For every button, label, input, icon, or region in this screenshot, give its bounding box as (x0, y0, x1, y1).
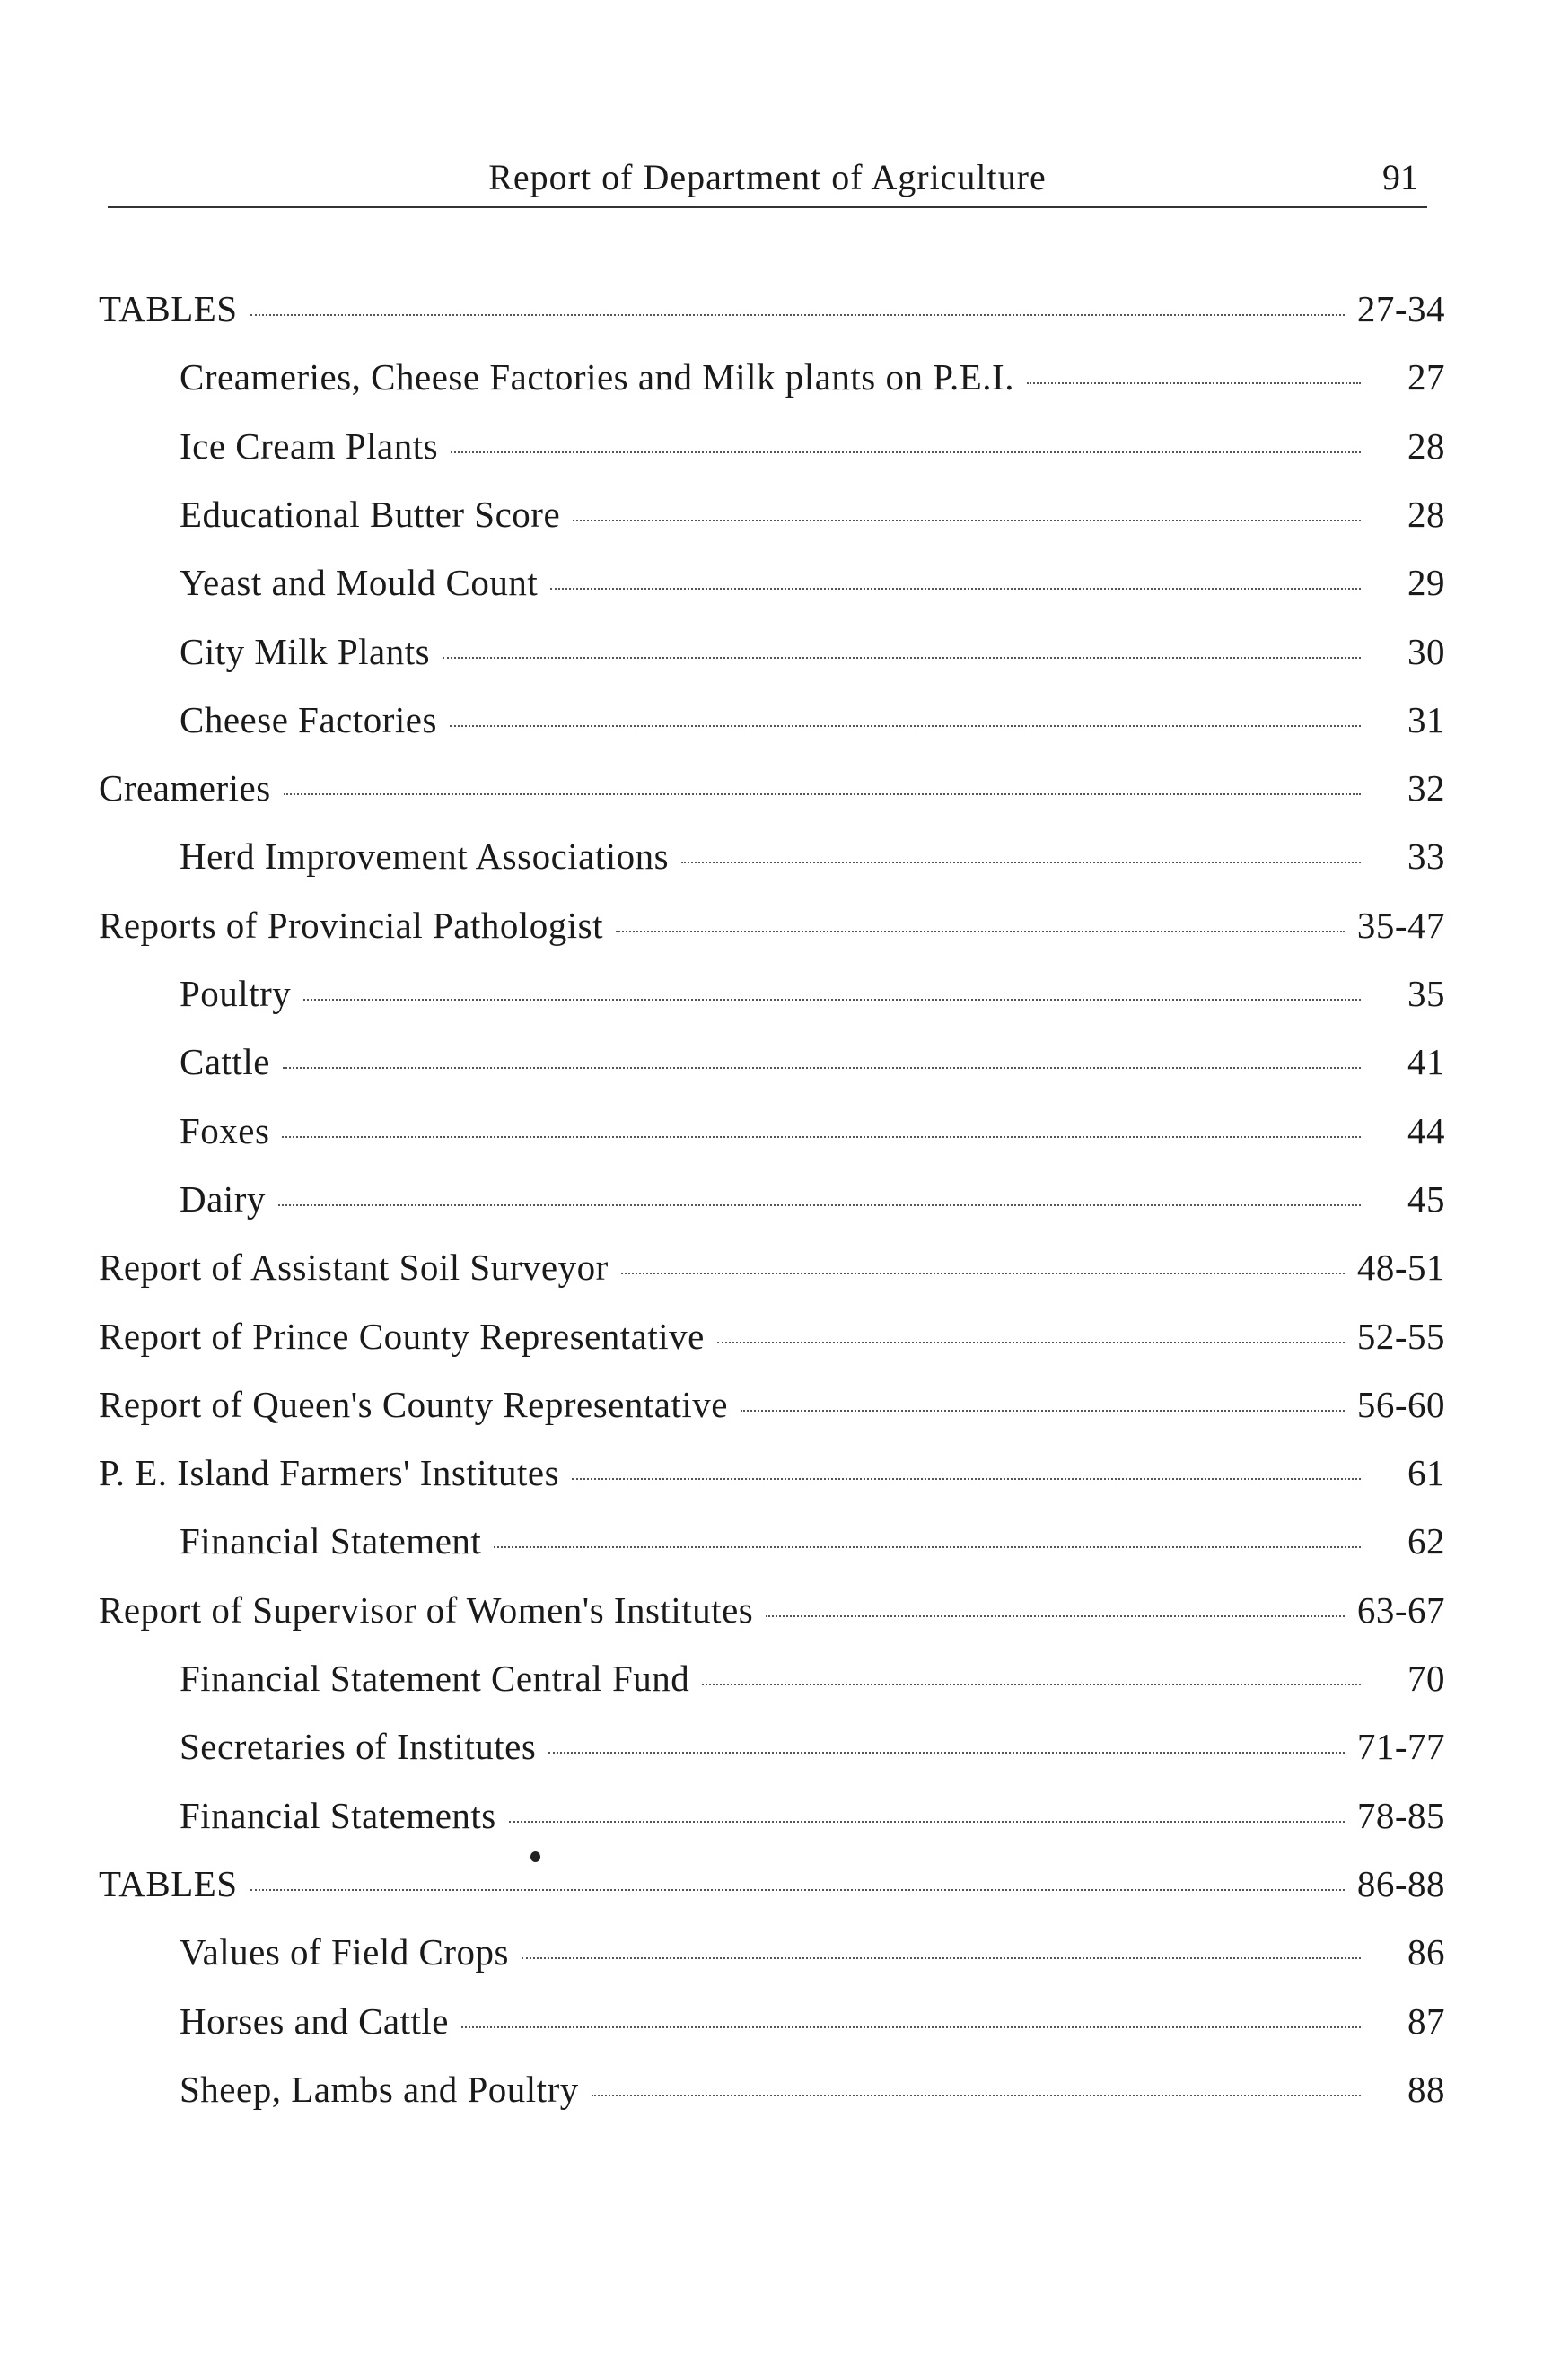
running-head (108, 153, 1427, 208)
dot-leader (702, 1684, 1361, 1685)
dot-leader (717, 1342, 1345, 1343)
toc-entry-page: 71-77 (1356, 1726, 1445, 1768)
toc-entry-page: 87 (1407, 1999, 1445, 2042)
toc-entry (99, 1451, 1445, 1505)
toc-entry-label: Creameries, Cheese Factories and Milk plants on P.E.I. (180, 356, 1014, 398)
toc-entry-page: 35 (1407, 973, 1445, 1014)
toc-entry (99, 1862, 1445, 1916)
toc-entry (99, 1315, 1445, 1369)
dot-leader (741, 1410, 1345, 1412)
toc-entry (180, 1999, 1445, 2053)
toc-entry-label: TABLES (99, 1862, 238, 1904)
toc-entry-page: 44 (1407, 1109, 1445, 1151)
dot-leader (284, 793, 1361, 795)
toc-entry-page: 61 (1407, 1452, 1445, 1494)
dot-leader (572, 1478, 1361, 1480)
toc-entry-page: 28 (1407, 424, 1445, 467)
dot-leader (522, 1957, 1361, 1959)
toc-entry-page: 45 (1407, 1177, 1445, 1220)
toc-entry (99, 904, 1445, 958)
print-speck (530, 1851, 540, 1862)
dot-leader (766, 1615, 1345, 1617)
toc-entry-page: 31 (1407, 698, 1445, 740)
dot-leader (592, 2095, 1361, 2096)
dot-leader (283, 1067, 1361, 1069)
toc-entry-page: 63-67 (1356, 1588, 1445, 1631)
toc-entry (180, 630, 1445, 684)
toc-entry-label: Report of Assistant Soil Surveyor (99, 1247, 609, 1289)
toc-entry (180, 972, 1445, 1026)
dot-leader (681, 862, 1361, 863)
toc-entry-label: Educational Butter Score (180, 493, 561, 535)
toc-entry (180, 1040, 1445, 1094)
toc-entry (180, 355, 1445, 409)
toc-entry (180, 1794, 1445, 1848)
toc-entry (99, 287, 1445, 341)
toc-entry-page: 30 (1407, 630, 1445, 672)
dot-leader (250, 314, 1345, 316)
page-number: 91 (1382, 157, 1418, 197)
toc-entry-page: 41 (1407, 1041, 1445, 1083)
toc-entry (180, 1930, 1445, 1984)
dot-leader (450, 725, 1361, 727)
toc-entry-label: Herd Improvement Associations (180, 836, 670, 878)
dot-leader (1027, 382, 1361, 384)
toc-entry-label: Ice Cream Plants (180, 424, 439, 467)
dot-leader (548, 1752, 1345, 1754)
toc-entry (99, 1246, 1445, 1299)
toc-entry-page: 88 (1407, 2068, 1445, 2110)
toc-entry-label: Report of Prince County Representative (99, 1315, 705, 1357)
toc-entry-page: 29 (1407, 562, 1445, 604)
toc-entry (180, 1657, 1445, 1711)
toc-entry (180, 1519, 1445, 1573)
toc-entry-page: 86-88 (1356, 1862, 1445, 1904)
toc-entry-page: 35-47 (1356, 904, 1445, 946)
toc-entry-label: Cheese Factories (180, 698, 437, 740)
toc-entry-page: 32 (1407, 767, 1445, 809)
toc-entry (99, 1383, 1445, 1437)
toc-entry-label: Foxes (180, 1109, 270, 1151)
toc-entry-page: 62 (1407, 1520, 1445, 1562)
toc-entry-page: 52-55 (1356, 1315, 1445, 1357)
dot-leader (509, 1821, 1345, 1823)
toc-entry-page: 27 (1407, 356, 1445, 398)
toc-entry (180, 1725, 1445, 1779)
dot-leader (494, 1546, 1361, 1548)
toc-entry (99, 1588, 1445, 1642)
toc-entry-label: Report of Queen's County Representative (99, 1383, 728, 1425)
toc-entry (99, 766, 1445, 820)
page-title: Report of Department of Agriculture (488, 157, 1047, 197)
toc-entry (180, 561, 1445, 615)
dot-leader (303, 999, 1361, 1001)
toc-entry-page: 70 (1407, 1658, 1445, 1699)
toc-entry-label: P. E. Island Farmers' Institutes (99, 1452, 560, 1494)
toc-entry-label: Horses and Cattle (180, 1999, 449, 2042)
toc-entry-page: 56-60 (1356, 1383, 1445, 1425)
toc-entry-label: Yeast and Mould Count (180, 562, 539, 604)
toc-entry-label: Cattle (180, 1041, 270, 1083)
toc-entry-label: Sheep, Lambs and Poultry (180, 2068, 579, 2110)
toc-entry-label: Report of Supervisor of Women's Institutes (99, 1588, 754, 1631)
dot-leader (278, 1204, 1361, 1206)
dot-leader (282, 1136, 1361, 1138)
toc-entry-label: Poultry (180, 973, 292, 1014)
toc-entry-label: Creameries (99, 767, 271, 809)
toc-entry-page: 78-85 (1356, 1794, 1445, 1836)
dot-leader (616, 931, 1345, 932)
toc-entry-label: Financial Statement Central Fund (180, 1658, 690, 1699)
dot-leader (550, 588, 1361, 590)
toc-entry (180, 1177, 1445, 1231)
toc-entry (180, 698, 1445, 752)
toc-entry-label: Financial Statement (180, 1520, 482, 1562)
toc-entry (180, 1109, 1445, 1163)
toc-entry-label: Values of Field Crops (180, 1931, 509, 1973)
dot-leader (621, 1273, 1345, 1274)
toc-entry (180, 493, 1445, 547)
toc-entry-page: 27-34 (1356, 288, 1445, 329)
dot-leader (461, 2026, 1361, 2028)
toc-entry-page: 48-51 (1356, 1247, 1445, 1289)
toc-entry-page: 86 (1407, 1931, 1445, 1973)
dot-leader (250, 1889, 1345, 1891)
toc-entry-label: City Milk Plants (180, 630, 431, 672)
toc-entry-label: Secretaries of Institutes (180, 1726, 537, 1768)
toc-entry-label: Dairy (180, 1177, 266, 1220)
toc-entry-page: 33 (1407, 836, 1445, 878)
dot-leader (443, 657, 1361, 659)
toc-entry-label: Financial Statements (180, 1794, 496, 1836)
toc-entry (180, 424, 1445, 478)
dot-leader (573, 520, 1361, 521)
toc-entry-label: TABLES (99, 288, 238, 329)
toc-entry (180, 2068, 1445, 2122)
toc-entry-label: Reports of Provincial Pathologist (99, 904, 603, 946)
dot-leader (451, 451, 1361, 453)
toc-entry-page: 28 (1407, 493, 1445, 535)
toc-entry (180, 835, 1445, 888)
